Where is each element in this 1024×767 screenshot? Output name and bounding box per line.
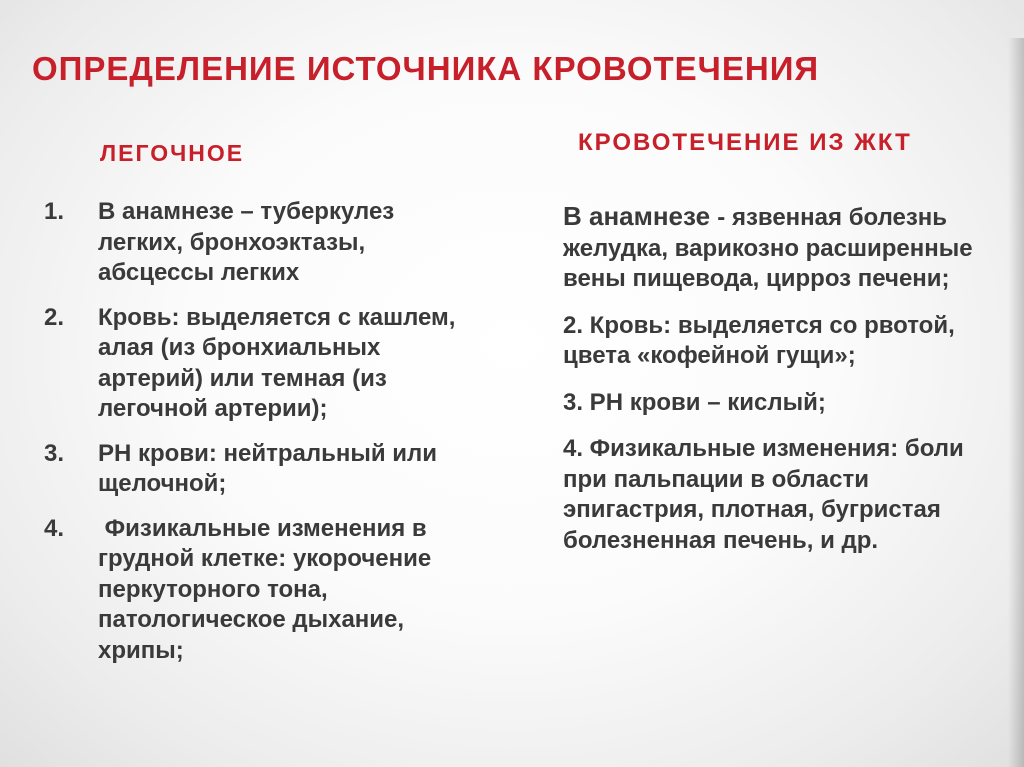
list-item: [563, 388, 993, 419]
item-number: 2.: [44, 303, 65, 331]
pulmonary-signs-list: [44, 197, 474, 680]
item-text: Физикальные изменения в грудной клетке: укорочение перкуторного тона, патологическое дыхание, хрипы;: [98, 514, 438, 664]
item-text: Кровь: выделяется с кашлем, алая (из бронхиальных артерий) или темная (из легочной артерии);: [98, 303, 456, 422]
list-item: [44, 439, 474, 500]
item-text: - язвенная болезнь желудка, варикозно расширенные вены пищевода, цирроз печени;: [563, 204, 973, 292]
item-text: 4. Физикальные изменения: боли при пальпации в области эпигастрия, плотная, бугристая болезненная печень, и др.: [563, 435, 964, 554]
item-text: 3. РН крови – кислый;: [563, 388, 826, 416]
list-item: [563, 201, 993, 295]
item-text: РН крови: нейтральный или щелочной;: [98, 439, 438, 497]
slide-edge-shadow: [1008, 38, 1024, 767]
list-item: [44, 303, 474, 425]
slide-title: ОПРЕДЕЛЕНИЕ ИСТОЧНИКА КРОВОТЕЧЕНИЯ: [32, 50, 820, 87]
list-item: [563, 311, 993, 372]
list-item: [563, 434, 993, 556]
list-item: [44, 197, 474, 289]
item-number: 4.: [44, 514, 65, 542]
left-column-heading: ЛЕГОЧНОЕ: [100, 140, 245, 166]
list-item: [44, 514, 474, 667]
item-text: 2. Кровь: выделяется со рвотой, цвета «кофейной гущи»;: [563, 311, 955, 369]
item-number: 3.: [44, 439, 65, 467]
right-column-heading: КРОВОТЕЧЕНИЕ ИЗ ЖКТ: [578, 129, 912, 156]
item-number: 1.: [44, 198, 65, 225]
item-text: В анамнезе – туберкулез легких, бронхоэктазы, абсцессы легких: [98, 198, 395, 286]
item-lead: В анамнезе: [563, 201, 718, 231]
gi-signs-list: [563, 201, 993, 572]
